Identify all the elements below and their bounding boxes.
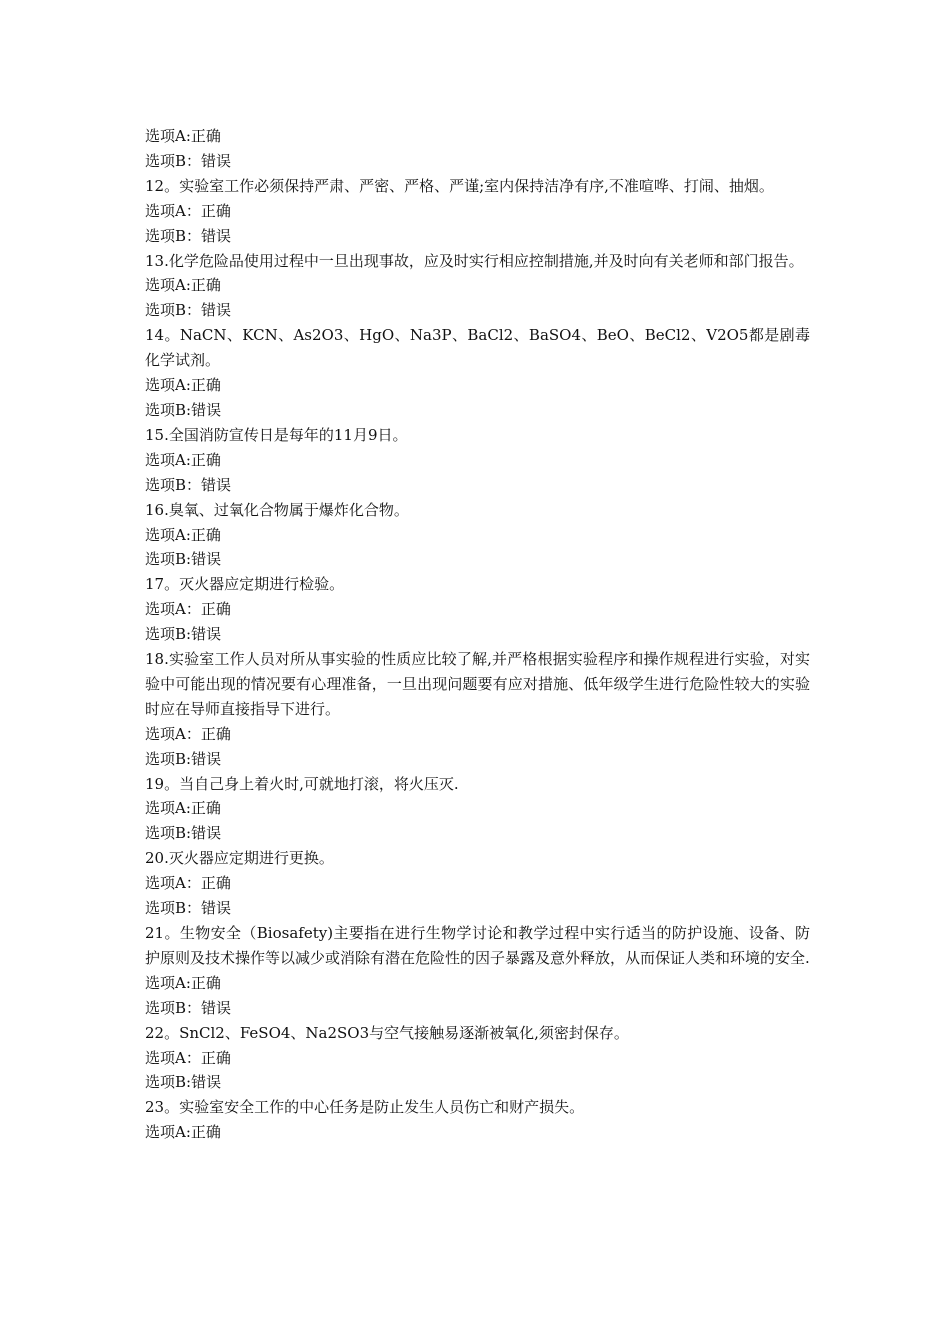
document-page bbox=[145, 124, 810, 1145]
option-line: 选项B:错误 bbox=[145, 824, 222, 843]
question-line: 15.全国消防宣传日是每年的11月9日。 bbox=[145, 425, 408, 444]
option-line: 选项A:正确 bbox=[145, 376, 221, 395]
option-line: 选项B:错误 bbox=[145, 550, 222, 569]
option-line: 选项A：正确 bbox=[145, 201, 231, 220]
option-line: 选项A:正确 bbox=[145, 276, 221, 295]
question-line: 22。SnCl2、FeSO4、Na2SO3与空气接触易逐渐被氧化,须密封保存。 bbox=[145, 1023, 629, 1042]
option-line: 选项B：错误 bbox=[145, 998, 232, 1017]
question-line: 14。NaCN、KCN、As2O3、HgO、Na3P、BaCl2、BaSO4、BeO、BeCl2、V2O5都是剧毒化学试剂。 bbox=[145, 326, 810, 370]
option-line: 选项A：正确 bbox=[145, 874, 231, 893]
option-line: 选项A:正确 bbox=[145, 973, 221, 992]
option-line: 选项A:正确 bbox=[145, 799, 221, 818]
option-line: 选项B:错误 bbox=[145, 749, 222, 768]
option-line: 选项B:错误 bbox=[145, 1073, 222, 1092]
option-line: 选项B:错误 bbox=[145, 400, 222, 419]
option-line: 选项B：错误 bbox=[145, 226, 232, 245]
option-line: 选项A:正确 bbox=[145, 450, 221, 469]
option-line: 选项B：错误 bbox=[145, 899, 232, 918]
question-line: 12。实验室工作必须保持严肃、严密、严格、严谨;室内保持洁净有序,不准喧哗、打闹、抽烟。 bbox=[145, 176, 774, 195]
question-line: 19。当自己身上着火时,可就地打滚，将火压灭. bbox=[145, 774, 459, 793]
option-line: 选项A：正确 bbox=[145, 600, 231, 619]
option-line: 选项A:正确 bbox=[145, 525, 221, 544]
question-line: 18.实验室工作人员对所从事实验的性质应比较了解,并严格根据实验程序和操作规程进行实验，对实验中可能出现的情况要有心理准备，一旦出现问题要有应对措施、低年级学生进行危险性较大的实验时应在导师直接指导下进行。 bbox=[145, 650, 810, 718]
question-line: 21。生物安全（Biosafety)主要指在进行生物学讨论和教学过程中实行适当的防护设施、设备、防护原则及技术操作等以减少或消除有潜在危险性的因子暴露及意外释放，从而保证人类和环境的安全. bbox=[145, 924, 810, 967]
option-line: 选项A：正确 bbox=[145, 1048, 231, 1067]
question-line: 13.化学危险品使用过程中一旦出现事故，应及时实行相应控制措施,并及时向有关老师和部门报告。 bbox=[145, 251, 804, 270]
option-line: 选项B：错误 bbox=[145, 151, 232, 170]
question-line: 20.灭火器应定期进行更换。 bbox=[145, 849, 334, 868]
question-line: 16.臭氧、过氧化合物属于爆炸化合物。 bbox=[145, 500, 409, 519]
question-line: 23。实验室安全工作的中心任务是防止发生人员伤亡和财产损失。 bbox=[145, 1098, 585, 1117]
option-line: 选项A:正确 bbox=[145, 127, 221, 145]
option-line: 选项B:错误 bbox=[145, 625, 222, 644]
question-line: 17。灭火器应定期进行检验。 bbox=[145, 575, 345, 594]
option-line: 选项B：错误 bbox=[145, 475, 232, 494]
option-line: 选项A:正确 bbox=[145, 1123, 221, 1142]
option-line: 选项B：错误 bbox=[145, 301, 232, 320]
option-line: 选项A：正确 bbox=[145, 724, 231, 743]
